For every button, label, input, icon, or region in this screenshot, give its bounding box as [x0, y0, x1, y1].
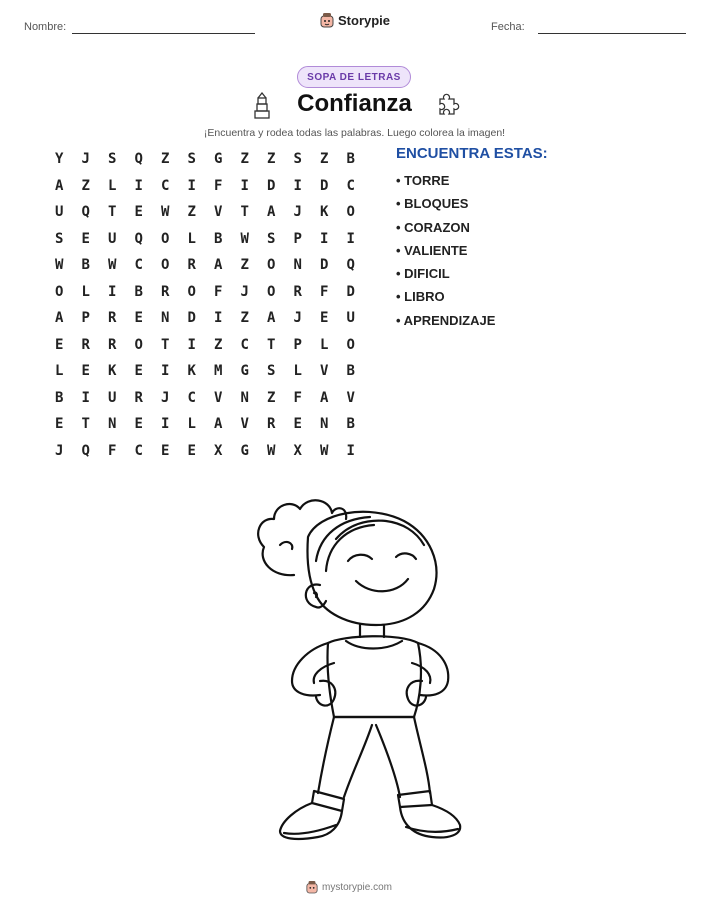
grid-cell[interactable]: I: [240, 177, 249, 194]
storypie-logo-icon: [320, 12, 334, 28]
grid-cell[interactable]: Q: [81, 442, 90, 459]
grid-cell[interactable]: J: [161, 389, 170, 406]
grid-cell[interactable]: A: [55, 310, 64, 327]
grid-cell[interactable]: O: [346, 336, 355, 353]
word-list-item: • BLOQUES: [396, 196, 469, 212]
grid-cell[interactable]: W: [108, 257, 117, 274]
grid-cell[interactable]: O: [187, 283, 196, 300]
grid-cell[interactable]: D: [346, 283, 355, 300]
grid-cell[interactable]: J: [240, 283, 249, 300]
grid-cell[interactable]: A: [267, 204, 276, 221]
grid-cell[interactable]: W: [320, 442, 329, 459]
word-list-item: • APRENDIZAJE: [396, 312, 496, 328]
grid-cell[interactable]: C: [187, 389, 196, 406]
grid-cell[interactable]: C: [134, 257, 143, 274]
word-list-item: • VALIENTE: [396, 242, 468, 258]
title-text: Confianza: [297, 90, 412, 117]
girl-illustration: [236, 485, 476, 855]
grid-cell[interactable]: A: [214, 257, 223, 274]
grid-cell[interactable]: X: [293, 442, 302, 459]
grid-cell[interactable]: V: [240, 416, 249, 433]
grid-cell[interactable]: L: [55, 363, 64, 380]
grid-cell[interactable]: T: [267, 336, 276, 353]
grid-cell[interactable]: B: [134, 283, 143, 300]
grid-cell[interactable]: E: [55, 416, 64, 433]
grid-cell[interactable]: G: [214, 151, 223, 168]
word-list: [396, 171, 495, 334]
grid-cell[interactable]: F: [214, 177, 223, 194]
grid-cell[interactable]: N: [320, 416, 329, 433]
grid-cell[interactable]: A: [55, 177, 64, 194]
grid-cell[interactable]: Q: [346, 257, 355, 274]
grid-cell[interactable]: Z: [240, 151, 249, 168]
grid-cell[interactable]: N: [293, 257, 302, 274]
grid-cell[interactable]: I: [81, 389, 90, 406]
category-badge: SOPA DE LETRAS: [297, 66, 411, 88]
grid-cell[interactable]: J: [55, 442, 64, 459]
grid-cell[interactable]: D: [187, 310, 196, 327]
grid-cell[interactable]: R: [134, 389, 143, 406]
grid-cell[interactable]: N: [108, 416, 117, 433]
grid-cell[interactable]: E: [134, 310, 143, 327]
grid-cell[interactable]: V: [214, 389, 223, 406]
grid-cell[interactable]: W: [240, 230, 249, 247]
grid-cell[interactable]: U: [346, 310, 355, 327]
grid-cell[interactable]: P: [293, 336, 302, 353]
footer: [306, 880, 392, 894]
grid-cell[interactable]: I: [108, 283, 117, 300]
grid-cell[interactable]: C: [346, 177, 355, 194]
page-title: [0, 90, 709, 118]
grid-cell[interactable]: K: [320, 204, 329, 221]
grid-cell[interactable]: O: [267, 257, 276, 274]
grid-cell[interactable]: J: [293, 310, 302, 327]
grid-cell[interactable]: W: [55, 257, 64, 274]
grid-cell[interactable]: Y: [55, 151, 64, 168]
word-list-heading: ENCUENTRA ESTAS:: [396, 145, 548, 162]
grid-cell[interactable]: L: [108, 177, 117, 194]
grid-cell[interactable]: F: [214, 283, 223, 300]
grid-cell[interactable]: Q: [134, 230, 143, 247]
grid-cell[interactable]: K: [108, 363, 117, 380]
grid-cell[interactable]: A: [320, 389, 329, 406]
grid-cell[interactable]: N: [240, 389, 249, 406]
word-list-item: • LIBRO: [396, 289, 445, 305]
grid-cell[interactable]: E: [187, 442, 196, 459]
grid-cell[interactable]: R: [187, 257, 196, 274]
grid-cell[interactable]: R: [108, 336, 117, 353]
date-line[interactable]: [538, 33, 686, 34]
grid-cell[interactable]: N: [161, 310, 170, 327]
block-tower-icon: [251, 92, 273, 120]
grid-cell[interactable]: B: [55, 389, 64, 406]
grid-cell[interactable]: T: [240, 204, 249, 221]
grid-cell[interactable]: Z: [81, 177, 90, 194]
grid-cell[interactable]: Z: [187, 204, 196, 221]
grid-cell[interactable]: S: [55, 230, 64, 247]
grid-cell[interactable]: O: [161, 257, 170, 274]
grid-cell[interactable]: J: [293, 204, 302, 221]
grid-cell[interactable]: L: [81, 283, 90, 300]
grid-cell[interactable]: B: [346, 151, 355, 168]
grid-cell[interactable]: U: [108, 230, 117, 247]
grid-cell[interactable]: E: [293, 416, 302, 433]
grid-cell[interactable]: I: [214, 310, 223, 327]
grid-cell[interactable]: E: [134, 416, 143, 433]
grid-cell[interactable]: Z: [240, 257, 249, 274]
footer-url[interactable]: mystorypie.com: [322, 881, 393, 893]
grid-cell[interactable]: I: [320, 230, 329, 247]
grid-cell[interactable]: O: [267, 283, 276, 300]
grid-cell[interactable]: R: [293, 283, 302, 300]
grid-cell[interactable]: B: [81, 257, 90, 274]
brand-name: Storypie: [338, 12, 391, 28]
word-list-item: • DIFICIL: [396, 266, 450, 282]
word-list-item: • CORAZON: [396, 219, 470, 235]
grid-cell[interactable]: C: [240, 336, 249, 353]
grid-cell[interactable]: L: [187, 230, 196, 247]
grid-cell[interactable]: B: [346, 416, 355, 433]
grid-cell[interactable]: S: [108, 151, 117, 168]
grid-cell[interactable]: T: [161, 336, 170, 353]
grid-cell[interactable]: S: [267, 230, 276, 247]
grid-cell[interactable]: W: [267, 442, 276, 459]
grid-cell[interactable]: O: [161, 230, 170, 247]
grid-cell[interactable]: T: [108, 204, 117, 221]
grid-cell[interactable]: U: [108, 389, 117, 406]
grid-cell[interactable]: I: [161, 363, 170, 380]
grid-cell[interactable]: K: [187, 363, 196, 380]
grid-cell[interactable]: R: [81, 336, 90, 353]
grid-cell[interactable]: U: [55, 204, 64, 221]
grid-cell[interactable]: Z: [214, 336, 223, 353]
grid-cell[interactable]: T: [81, 416, 90, 433]
grid-cell[interactable]: E: [134, 204, 143, 221]
grid-cell[interactable]: W: [161, 204, 170, 221]
grid-cell[interactable]: P: [81, 310, 90, 327]
grid-cell[interactable]: C: [134, 442, 143, 459]
grid-cell[interactable]: L: [187, 416, 196, 433]
grid-cell[interactable]: E: [81, 230, 90, 247]
grid-cell[interactable]: L: [293, 363, 302, 380]
grid-cell[interactable]: G: [240, 442, 249, 459]
grid-cell[interactable]: D: [267, 177, 276, 194]
grid-cell[interactable]: E: [55, 336, 64, 353]
grid-cell[interactable]: V: [214, 204, 223, 221]
grid-cell[interactable]: S: [293, 151, 302, 168]
grid-cell[interactable]: B: [346, 363, 355, 380]
grid-cell[interactable]: O: [55, 283, 64, 300]
name-label: Nombre:: [24, 21, 67, 33]
grid-cell[interactable]: A: [214, 416, 223, 433]
grid-cell[interactable]: J: [81, 151, 90, 168]
grid-cell[interactable]: Z: [267, 151, 276, 168]
grid-cell[interactable]: Z: [267, 389, 276, 406]
grid-cell[interactable]: I: [187, 336, 196, 353]
date-label: Fecha:: [491, 21, 525, 33]
grid-cell[interactable]: P: [293, 230, 302, 247]
grid-cell[interactable]: O: [346, 204, 355, 221]
grid-cell[interactable]: F: [293, 389, 302, 406]
grid-cell[interactable]: R: [267, 416, 276, 433]
grid-cell[interactable]: E: [134, 363, 143, 380]
grid-cell[interactable]: D: [320, 257, 329, 274]
grid-cell[interactable]: L: [320, 336, 329, 353]
grid-cell[interactable]: M: [214, 363, 223, 380]
grid-cell[interactable]: E: [161, 442, 170, 459]
grid-cell[interactable]: I: [161, 416, 170, 433]
grid-cell[interactable]: I: [346, 442, 355, 459]
grid-cell[interactable]: F: [108, 442, 117, 459]
puzzle-icon: [434, 93, 460, 119]
grid-cell[interactable]: Z: [240, 310, 249, 327]
grid-cell[interactable]: I: [293, 177, 302, 194]
grid-cell[interactable]: D: [320, 177, 329, 194]
storypie-footer-logo-icon: [306, 880, 318, 894]
grid-cell[interactable]: E: [81, 363, 90, 380]
grid-cell[interactable]: Z: [320, 151, 329, 168]
brand: [320, 12, 390, 28]
grid-cell[interactable]: G: [240, 363, 249, 380]
grid-cell[interactable]: S: [267, 363, 276, 380]
grid-cell[interactable]: F: [320, 283, 329, 300]
grid-cell[interactable]: S: [187, 151, 196, 168]
grid-cell[interactable]: Q: [134, 151, 143, 168]
grid-cell[interactable]: I: [134, 177, 143, 194]
grid-cell[interactable]: Q: [81, 204, 90, 221]
grid-cell[interactable]: B: [214, 230, 223, 247]
grid-cell[interactable]: R: [161, 283, 170, 300]
grid-cell[interactable]: Z: [161, 151, 170, 168]
grid-cell[interactable]: V: [346, 389, 355, 406]
grid-cell[interactable]: A: [267, 310, 276, 327]
grid-cell[interactable]: E: [320, 310, 329, 327]
grid-cell[interactable]: I: [187, 177, 196, 194]
instructions: ¡Encuentra y rodea todas las palabras. Luego colorea la imagen!: [203, 127, 506, 139]
grid-cell[interactable]: R: [108, 310, 117, 327]
letter-grid: [46, 146, 364, 464]
name-line[interactable]: [72, 33, 255, 34]
grid-cell[interactable]: I: [346, 230, 355, 247]
word-list-item: • TORRE: [396, 173, 450, 188]
grid-cell[interactable]: X: [214, 442, 223, 459]
grid-cell[interactable]: O: [134, 336, 143, 353]
grid-cell[interactable]: C: [161, 177, 170, 194]
grid-cell[interactable]: V: [320, 363, 329, 380]
